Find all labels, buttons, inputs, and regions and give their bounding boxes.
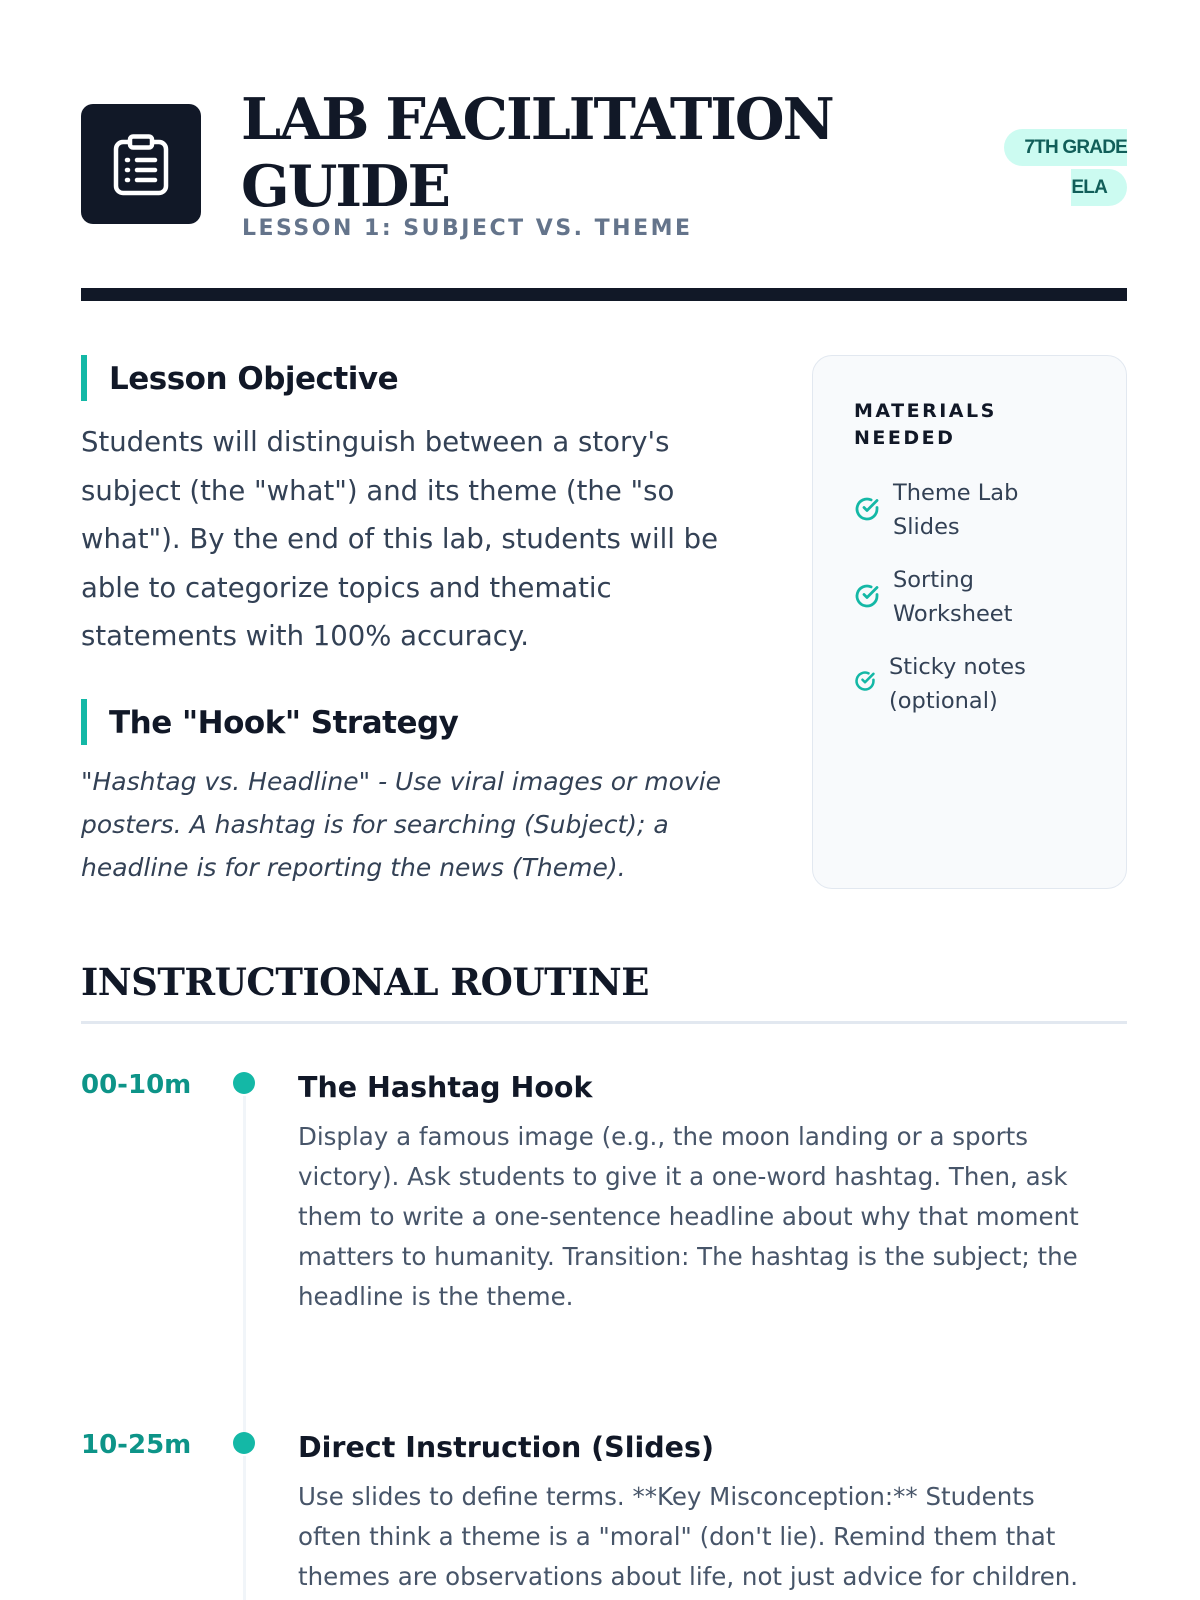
step-description: Use slides to define terms. **Key Misconception:** Students often think a theme is a "moral" (don't lie). Remind them that themes are observations about life, not just advice for children. — [298, 1482, 1079, 1591]
timeline-line — [243, 1096, 246, 1441]
materials-item — [854, 563, 1104, 633]
materials-item — [854, 650, 1104, 720]
grade-badge-line1: 7TH GRADE — [1004, 129, 1127, 166]
facilitation-guide-page — [81, 0, 1127, 1600]
step-title: The Hashtag Hook — [298, 1071, 593, 1104]
routine-title: INSTRUCTIONAL ROUTINE — [81, 960, 649, 1004]
hook-text: "Hashtag vs. Headline" - Use viral images or movie posters. A hashtag is for searching (Subject); a headline is for reporting the news (Theme). — [81, 767, 722, 882]
timeline-dot — [233, 1432, 255, 1454]
check-circle-icon — [854, 670, 876, 692]
grade-badge-line2: ELA — [1071, 169, 1127, 206]
page-title: LAB FACILITATION GUIDE — [241, 86, 833, 220]
check-circle-icon — [854, 583, 880, 609]
hook-heading: The "Hook" Strategy — [109, 705, 459, 741]
objective-heading-block — [81, 355, 801, 401]
step-time: 10-25m — [81, 1430, 192, 1460]
logo-box — [81, 104, 201, 224]
materials-card — [812, 355, 1127, 889]
timeline-dot — [233, 1072, 255, 1094]
materials-item-label: Theme Lab Slides — [893, 480, 1019, 540]
clipboard-list-icon — [113, 134, 169, 196]
hook-heading-block — [81, 699, 801, 745]
guide-header — [81, 86, 1127, 256]
lesson-subtitle: LESSON 1: SUBJECT VS. THEME — [242, 216, 693, 241]
materials-item-label: Sticky notes (optional) — [889, 654, 1026, 714]
step-title: Direct Instruction (Slides) — [298, 1431, 714, 1464]
routine-divider — [81, 1021, 1127, 1024]
objective-text: Students will distinguish between a story's subject (the "what") and its theme (the "so what"). By the end of this lab, students will be able to categorize topics and thematic statements with 100% accuracy. — [81, 426, 719, 652]
check-circle-icon — [854, 496, 880, 522]
header-divider — [81, 288, 1127, 301]
materials-title: MATERIALS NEEDED — [854, 400, 997, 449]
materials-item — [854, 476, 1104, 546]
timeline-line — [243, 1456, 246, 1600]
step-time: 00-10m — [81, 1070, 192, 1100]
step-description: Display a famous image (e.g., the moon landing or a sports victory). Ask students to give it a one-word hashtag. Then, ask them to write a one-sentence headline about why that moment matters to humanity. Transition: The hashtag is the subject; the headline is the theme. — [298, 1122, 1079, 1311]
objective-heading: Lesson Objective — [109, 361, 399, 397]
grade-badge — [1001, 128, 1127, 208]
materials-item-label: Sorting Worksheet — [893, 567, 1013, 627]
